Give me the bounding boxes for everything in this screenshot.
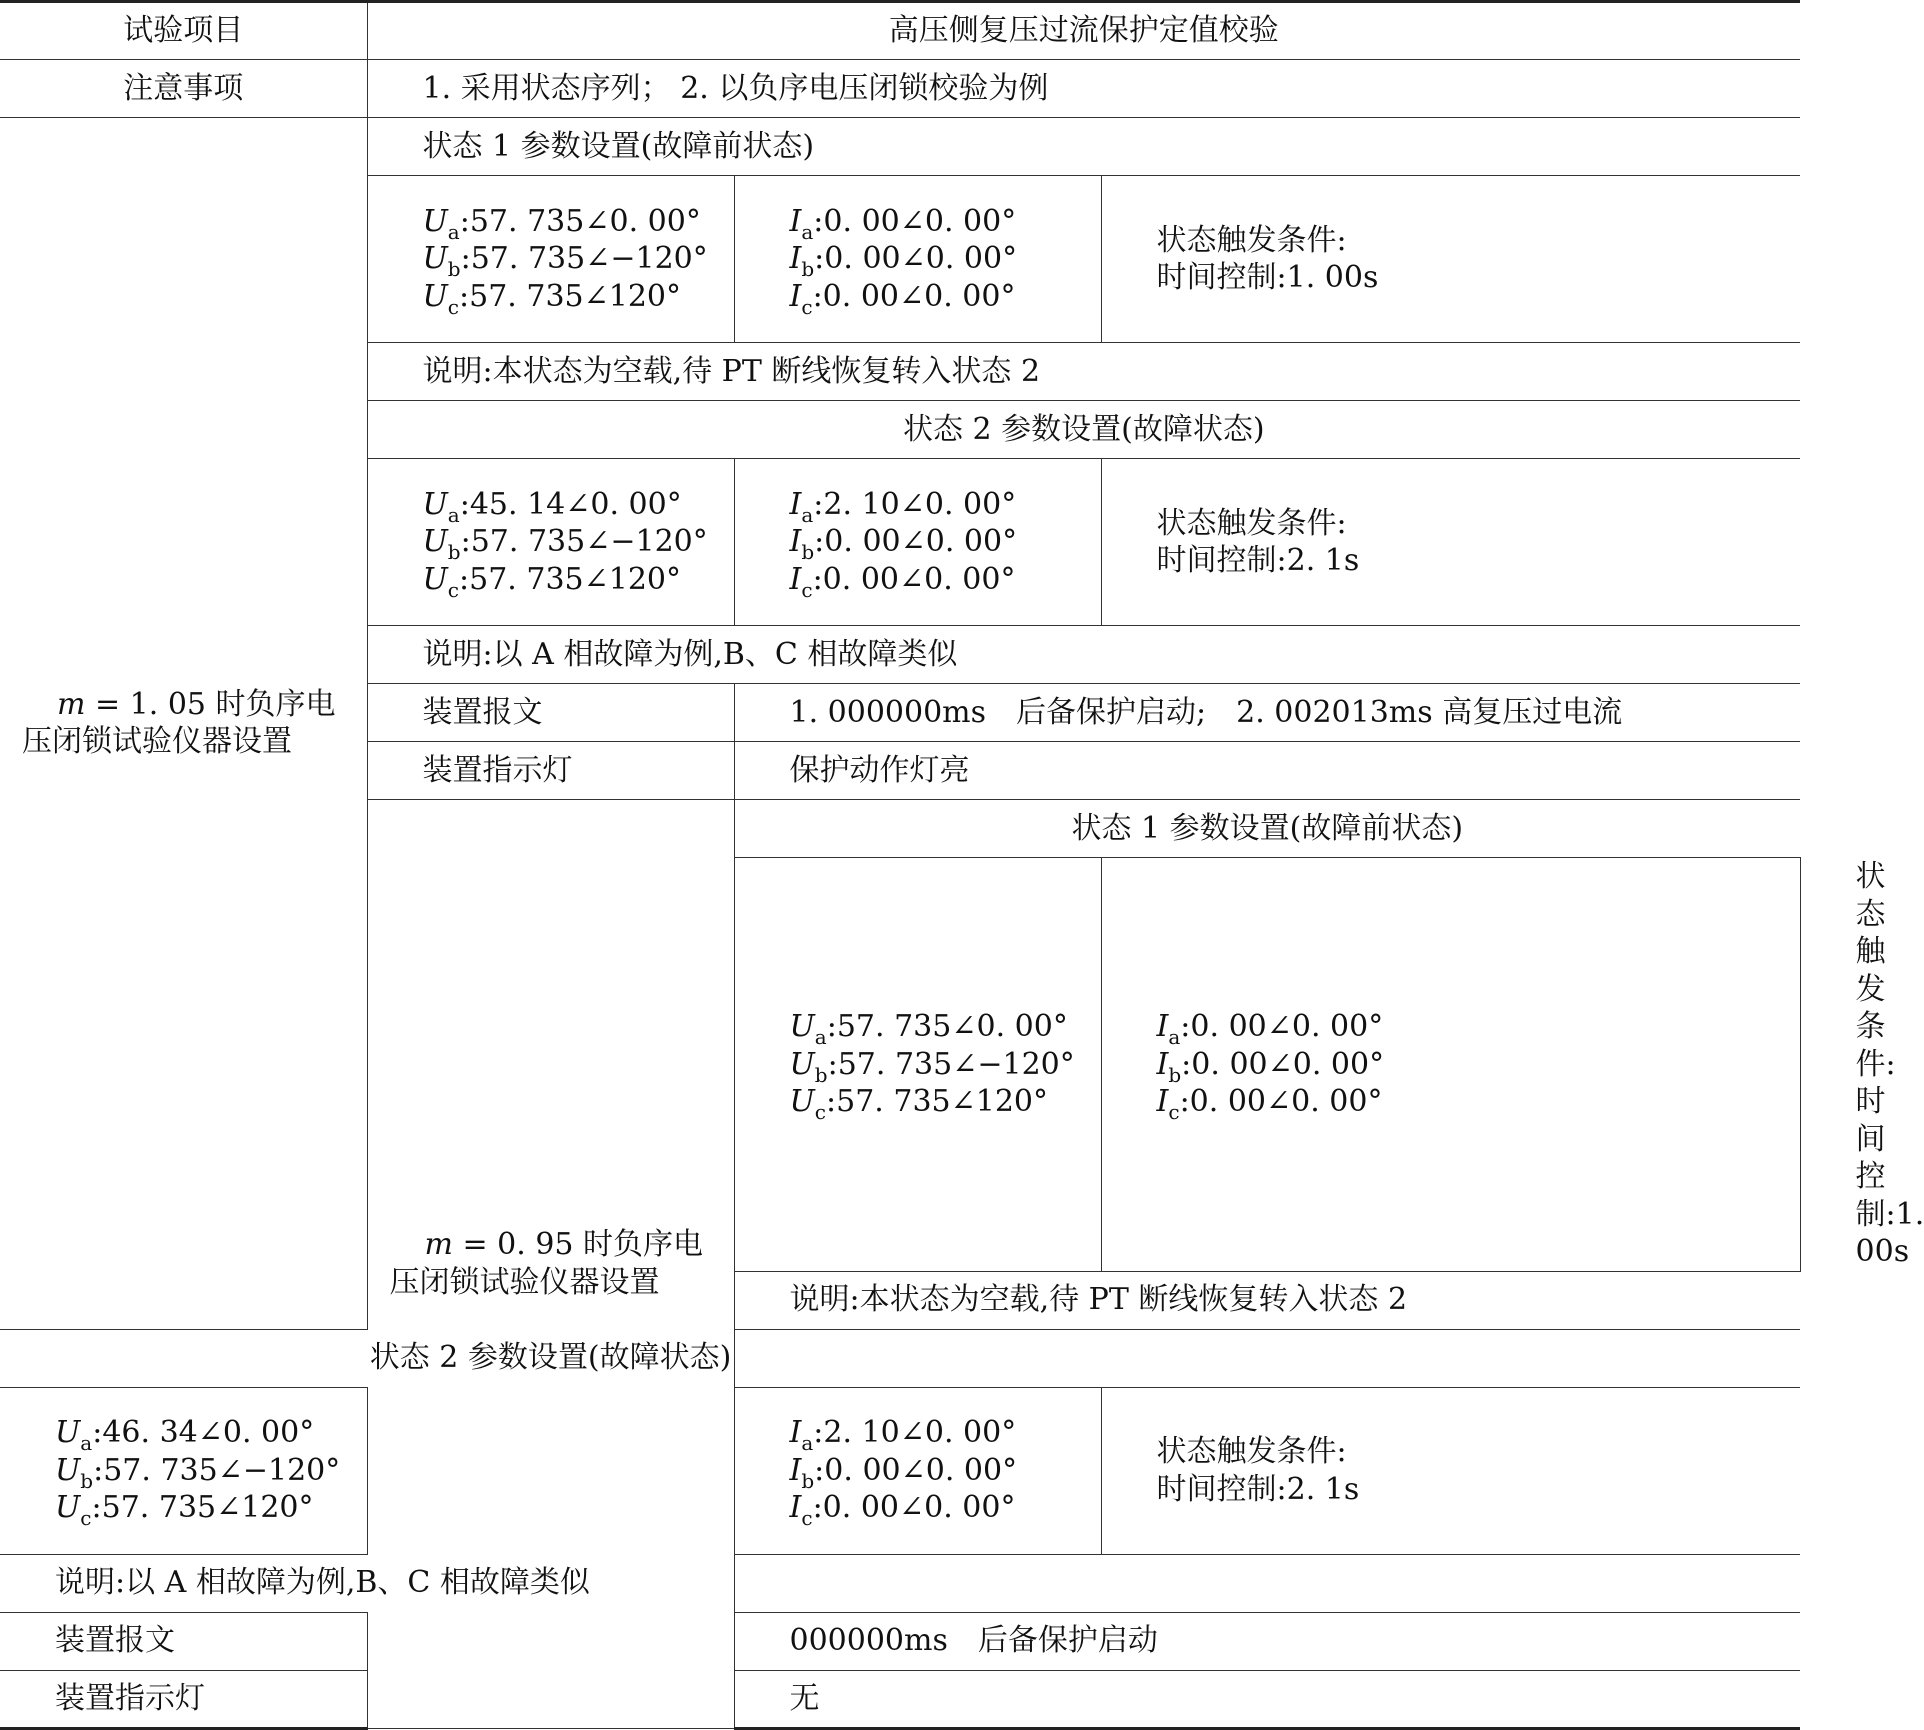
current-value: :2. 10∠0. 00° bbox=[813, 486, 1017, 522]
section-1-state1-title: 状态 1 参数设置(故障前状态) bbox=[367, 118, 1800, 176]
trigger-label: 状态触发条件: bbox=[1156, 1434, 1347, 1469]
trigger-time: 时间控制:2. 1s bbox=[1156, 1471, 1360, 1507]
section-2-report-row bbox=[0, 1612, 1800, 1670]
voltage-value: :57. 735∠−120° bbox=[460, 241, 708, 277]
section-2-led-value: 无 bbox=[734, 1670, 1800, 1728]
section-2-led-row bbox=[0, 1670, 1800, 1728]
section-1-state1-note: 说明:本状态为空载,待 PT 断线恢复转入状态 2 bbox=[367, 343, 1800, 401]
section-2-label-line2: 压闭锁试验仪器设置 bbox=[389, 1264, 660, 1300]
section-2-state1-title: 状态 1 参数设置(故障前状态) bbox=[734, 800, 1800, 858]
voltage-value: :57. 735∠−120° bbox=[460, 524, 708, 560]
section-1-label-m: m bbox=[57, 686, 86, 722]
section-1-label-line1: = 1. 05 时负序电 bbox=[85, 686, 336, 722]
voltage-value: :57. 735∠120° bbox=[459, 561, 682, 597]
section-1-state2-trigger bbox=[1101, 459, 1800, 626]
notes-text: 1. 采用状态序列； 2. 以负序电压闭锁校验为例 bbox=[367, 60, 1800, 118]
section-1-state2-title: 状态 2 参数设置(故障状态) bbox=[367, 401, 1800, 459]
voltage-value: :57. 735∠0. 00° bbox=[826, 1009, 1068, 1044]
section-2-report-value: 000000ms 后备保护启动 bbox=[734, 1612, 1800, 1670]
current-value: :2. 10∠0. 00° bbox=[813, 1415, 1017, 1451]
section-2-state1-values-row: $U_a:57$. 735∠0. 00° $U_b:57$. 735∠−120° $U_c:57$. 735∠120° $I_a:0$. 00∠0. 00° $I_b:0$. 00∠0. 00° $I_c:0$. 00∠0. 00° 状态触发条件: 时间控制:1. 00s bbox=[0, 858, 1800, 1272]
header-row bbox=[0, 2, 1800, 60]
current-value: :0. 00∠0. 00° bbox=[814, 1452, 1018, 1488]
section-1-led-label: 装置指示灯 bbox=[367, 742, 734, 800]
trigger-label: 状态触发条件: bbox=[1156, 505, 1347, 541]
section-2-state2-title-row bbox=[0, 1329, 1800, 1387]
section-1-state1-currents: $I_a:0$. 00∠0. 00° $I_b:0$. 00∠0. 00° $I_c:0$. 00∠0. 00° bbox=[734, 176, 1101, 343]
section-1-label-line2: 压闭锁试验仪器设置 bbox=[22, 724, 292, 760]
current-value: :0. 00∠0. 00° bbox=[812, 278, 1016, 314]
section-2-label-m: m bbox=[424, 1227, 453, 1263]
current-value: :0. 00∠0. 00° bbox=[1179, 1084, 1383, 1119]
section-1-state2-voltages: $U_a:45$. 14∠0. 00° $U_b:57$. 735∠−120° $U_c:57$. 735∠120° bbox=[367, 459, 734, 626]
section-2-report-label: 装置报文 bbox=[0, 1612, 367, 1670]
current-value: :0. 00∠0. 00° bbox=[814, 241, 1018, 277]
section-1-state2-note: 说明:以 A 相故障为例,B、C 相故障类似 bbox=[367, 626, 1800, 684]
voltage-value: :46. 34∠0. 00° bbox=[92, 1415, 315, 1451]
voltage-value: :57. 735∠0. 00° bbox=[459, 203, 701, 239]
section-1-state1-voltages: $U_a:57$. 735∠0. 00° $U_b:57$. 735∠−120° $U_c:57$. 735∠120° bbox=[367, 176, 734, 343]
section-2-led-label: 装置指示灯 bbox=[0, 1670, 367, 1728]
section-2-state2-note: 说明:以 A 相故障为例,B、C 相故障类似 bbox=[0, 1554, 1101, 1612]
section-2-state2-note-row bbox=[0, 1554, 1800, 1612]
section-2-label-line1: = 0. 95 时负序电 bbox=[452, 1227, 704, 1263]
section-1-state2-currents: $I_a:2$. 10∠0. 00° $I_b:0$. 00∠0. 00° $I_c:0$. 00∠0. 00° bbox=[734, 459, 1101, 626]
header-title-cell: 高压侧复压过流保护定值校验 bbox=[367, 2, 1800, 60]
voltage-value: :45. 14∠0. 00° bbox=[459, 486, 682, 522]
section-1-led-value: 保护动作灯亮 bbox=[734, 742, 1800, 800]
current-value: :0. 00∠0. 00° bbox=[813, 203, 1017, 239]
section-2-state2-values-row bbox=[0, 1387, 1800, 1554]
current-value: :0. 00∠0. 00° bbox=[1181, 1046, 1385, 1082]
trigger-time: 时间控制:2. 1s bbox=[1156, 543, 1360, 578]
current-value: :0. 00∠0. 00° bbox=[812, 1490, 1016, 1526]
section-2-state2-currents: $I_a:2$. 10∠0. 00° $I_b:0$. 00∠0. 00° $I_c:0$. 00∠0. 00° bbox=[734, 1387, 1101, 1554]
section-1-state1-title-row bbox=[0, 118, 1800, 176]
trigger-label: 状态触发条件: bbox=[1156, 222, 1347, 258]
notes-label: 注意事项 bbox=[0, 60, 367, 118]
notes-row bbox=[0, 60, 1800, 118]
section-1-report-value: 1. 000000ms 后备保护启动; 2. 002013ms 高复压过电流 bbox=[734, 684, 1800, 742]
section-2-state1-currents: $I_a:0$. 00∠0. 00° $I_b:0$. 00∠0. 00° $I_c:0$. 00∠0. 00° bbox=[1101, 858, 1800, 1272]
voltage-value: :57. 735∠120° bbox=[91, 1490, 314, 1526]
section-2-state2-voltages: $U_a:46$. 34∠0. 00° $U_b:57$. 735∠−120° $U_c:57$. 735∠120° bbox=[0, 1387, 367, 1554]
section-2-state1-voltages: $U_a:57$. 735∠0. 00° $U_b:57$. 735∠−120° $U_c:57$. 735∠120° bbox=[734, 858, 1101, 1272]
voltage-value: :57. 735∠120° bbox=[459, 278, 682, 314]
section-2-state2-trigger bbox=[1101, 1387, 1800, 1554]
section-1-report-label: 装置报文 bbox=[367, 684, 734, 742]
section-2-state2-title: 状态 2 参数设置(故障状态) bbox=[0, 1329, 1101, 1387]
voltage-value: :57. 735∠120° bbox=[826, 1084, 1049, 1119]
section-1-state1-trigger bbox=[1101, 176, 1800, 343]
header-item-cell: 试验项目 bbox=[0, 2, 367, 60]
section-2-state1-note: 说明:本状态为空载,待 PT 断线恢复转入状态 2 bbox=[734, 1271, 1800, 1329]
current-value: :0. 00∠0. 00° bbox=[814, 524, 1018, 560]
voltage-value: :57. 735∠−120° bbox=[93, 1452, 341, 1488]
voltage-value: :57. 735∠−120° bbox=[827, 1046, 1075, 1082]
current-value: :0. 00∠0. 00° bbox=[1180, 1009, 1384, 1044]
trigger-time: 时间控制:1. 00s bbox=[1156, 260, 1379, 295]
current-value: :0. 00∠0. 00° bbox=[812, 561, 1016, 597]
section-1-label-cell bbox=[0, 118, 367, 1330]
